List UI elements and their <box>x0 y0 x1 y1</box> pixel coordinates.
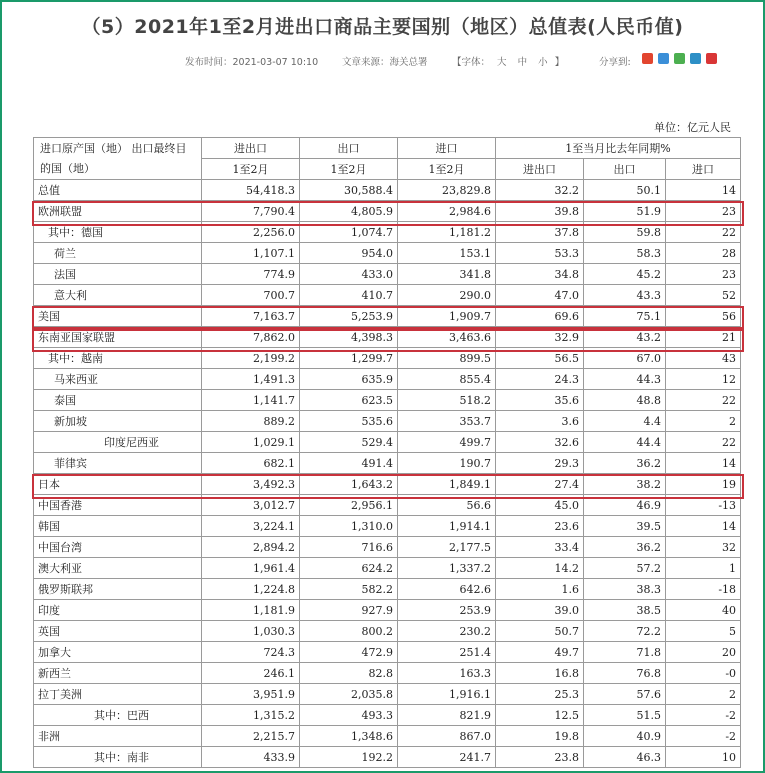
table-row <box>34 285 741 306</box>
row-name: 总值 <box>34 180 202 201</box>
cell-imports: 642.6 <box>398 579 496 600</box>
table-row <box>34 327 741 348</box>
cell-yoy-exports: 36.2 <box>584 537 666 558</box>
row-name: 非洲 <box>34 726 202 747</box>
cell-imports: 290.0 <box>398 285 496 306</box>
cell-imports-exports: 1,029.1 <box>202 432 300 453</box>
cell-yoy-exports: 38.2 <box>584 474 666 495</box>
row-name: 印度 <box>34 600 202 621</box>
row-name: 韩国 <box>34 516 202 537</box>
cell-exports: 635.9 <box>300 369 398 390</box>
cell-yoy-imports-exports: 69.6 <box>496 306 584 327</box>
cell-yoy-exports: 38.3 <box>584 579 666 600</box>
cell-yoy-exports: 38.5 <box>584 600 666 621</box>
cell-yoy-exports: 43.3 <box>584 285 666 306</box>
cell-imports: 1,916.1 <box>398 684 496 705</box>
cell-yoy-imports-exports: 35.6 <box>496 390 584 411</box>
cell-yoy-exports: 4.4 <box>584 411 666 432</box>
cell-imports-exports: 7,163.7 <box>202 306 300 327</box>
cell-imports-exports: 3,492.3 <box>202 474 300 495</box>
cell-imports-exports: 433.9 <box>202 747 300 768</box>
weibo-icon[interactable] <box>642 53 653 64</box>
row-name: 其中：南非 <box>34 747 202 768</box>
cell-yoy-imports-exports: 32.6 <box>496 432 584 453</box>
cell-yoy-imports: 19 <box>666 474 741 495</box>
trade-table <box>33 137 741 768</box>
table-row <box>34 390 741 411</box>
cell-exports: 1,074.7 <box>300 222 398 243</box>
qzone-icon[interactable] <box>658 53 669 64</box>
cell-yoy-exports: 44.3 <box>584 369 666 390</box>
header-period-im: 1至2月 <box>398 159 496 180</box>
cell-yoy-exports: 43.2 <box>584 327 666 348</box>
cell-yoy-imports-exports: 45.0 <box>496 495 584 516</box>
cell-yoy-exports: 51.5 <box>584 705 666 726</box>
cell-imports-exports: 700.7 <box>202 285 300 306</box>
table-row <box>34 348 741 369</box>
cell-yoy-exports: 44.4 <box>584 432 666 453</box>
header-yoy-im: 进口 <box>666 159 741 180</box>
cell-yoy-imports: 5 <box>666 621 741 642</box>
table-row <box>34 411 741 432</box>
table-row <box>34 495 741 516</box>
table-row <box>34 243 741 264</box>
cell-imports: 1,909.7 <box>398 306 496 327</box>
table-row <box>34 516 741 537</box>
cell-yoy-imports: 2 <box>666 684 741 705</box>
cell-yoy-imports-exports: 32.2 <box>496 180 584 201</box>
header-imports-exports: 进出口 <box>202 138 300 159</box>
cell-exports: 82.8 <box>300 663 398 684</box>
table-row <box>34 453 741 474</box>
cell-exports: 623.5 <box>300 390 398 411</box>
cell-yoy-imports-exports: 39.8 <box>496 201 584 222</box>
cell-yoy-imports: 12 <box>666 369 741 390</box>
cell-yoy-imports: -2 <box>666 726 741 747</box>
table-row <box>34 705 741 726</box>
cell-imports: 163.3 <box>398 663 496 684</box>
cell-yoy-imports: 10 <box>666 747 741 768</box>
cell-imports-exports: 2,256.0 <box>202 222 300 243</box>
table-row <box>34 579 741 600</box>
row-name: 意大利 <box>34 285 202 306</box>
cell-imports-exports: 774.9 <box>202 264 300 285</box>
cell-imports: 56.6 <box>398 495 496 516</box>
cell-yoy-imports: 2 <box>666 411 741 432</box>
header-period-ex: 1至2月 <box>300 159 398 180</box>
cell-imports-exports: 3,951.9 <box>202 684 300 705</box>
table-row <box>34 306 741 327</box>
cell-imports: 1,181.2 <box>398 222 496 243</box>
cell-yoy-exports: 50.1 <box>584 180 666 201</box>
cell-yoy-imports: 32 <box>666 537 741 558</box>
cell-imports-exports: 724.3 <box>202 642 300 663</box>
cell-yoy-imports: 23 <box>666 264 741 285</box>
cell-exports: 472.9 <box>300 642 398 663</box>
cell-yoy-imports-exports: 25.3 <box>496 684 584 705</box>
cell-imports: 2,984.6 <box>398 201 496 222</box>
cell-imports: 253.9 <box>398 600 496 621</box>
cell-yoy-exports: 58.3 <box>584 243 666 264</box>
cell-exports: 410.7 <box>300 285 398 306</box>
font-size-label: 【字体： <box>452 57 491 68</box>
cell-yoy-imports-exports: 27.4 <box>496 474 584 495</box>
row-name: 马来西亚 <box>34 369 202 390</box>
cell-imports-exports: 1,141.7 <box>202 390 300 411</box>
unit-label: 单位：亿元人民 <box>654 121 731 134</box>
wechat-icon[interactable] <box>674 53 685 64</box>
cell-yoy-imports: 22 <box>666 390 741 411</box>
row-name: 英国 <box>34 621 202 642</box>
cell-yoy-imports-exports: 33.4 <box>496 537 584 558</box>
table-row <box>34 600 741 621</box>
cell-yoy-exports: 48.8 <box>584 390 666 411</box>
cell-exports: 4,805.9 <box>300 201 398 222</box>
cell-yoy-imports-exports: 39.0 <box>496 600 584 621</box>
row-name: 新西兰 <box>34 663 202 684</box>
row-name: 其中：越南 <box>34 348 202 369</box>
cell-imports: 899.5 <box>398 348 496 369</box>
cell-yoy-imports: 52 <box>666 285 741 306</box>
pdf-icon[interactable] <box>706 53 717 64</box>
cell-imports: 353.7 <box>398 411 496 432</box>
article-source: 文章来源：海关总署 <box>342 57 428 68</box>
cell-yoy-imports-exports: 37.8 <box>496 222 584 243</box>
cell-yoy-imports-exports: 34.8 <box>496 264 584 285</box>
cell-yoy-exports: 40.9 <box>584 726 666 747</box>
font-small-link[interactable]: 小 <box>538 57 548 68</box>
cell-yoy-imports: 43 <box>666 348 741 369</box>
cell-exports: 5,253.9 <box>300 306 398 327</box>
cell-imports-exports: 682.1 <box>202 453 300 474</box>
cell-yoy-imports: 22 <box>666 222 741 243</box>
cell-yoy-imports-exports: 49.7 <box>496 642 584 663</box>
cell-yoy-exports: 46.9 <box>584 495 666 516</box>
table-row <box>34 663 741 684</box>
share-label: 分享到: <box>599 57 631 68</box>
font-medium-link[interactable]: 中 <box>517 57 528 68</box>
table-row <box>34 474 741 495</box>
cell-yoy-exports: 76.8 <box>584 663 666 684</box>
cell-yoy-imports: 22 <box>666 432 741 453</box>
cell-imports-exports: 2,199.2 <box>202 348 300 369</box>
cell-imports: 518.2 <box>398 390 496 411</box>
cell-imports-exports: 1,107.1 <box>202 243 300 264</box>
cell-imports: 499.7 <box>398 432 496 453</box>
cell-imports: 251.4 <box>398 642 496 663</box>
cell-imports: 867.0 <box>398 726 496 747</box>
cell-yoy-imports-exports: 14.2 <box>496 558 584 579</box>
cell-exports: 2,035.8 <box>300 684 398 705</box>
cell-exports: 624.2 <box>300 558 398 579</box>
publish-time: 发布时间：2021-03-07 10:10 <box>185 57 319 68</box>
cell-yoy-imports: 14 <box>666 180 741 201</box>
font-large-link[interactable]: 大 <box>497 57 507 68</box>
cell-imports: 821.9 <box>398 705 496 726</box>
cell-exports: 529.4 <box>300 432 398 453</box>
header-yoy-ex: 出口 <box>584 159 666 180</box>
cell-yoy-exports: 57.6 <box>584 684 666 705</box>
cell-imports-exports: 3,012.7 <box>202 495 300 516</box>
cell-yoy-exports: 67.0 <box>584 348 666 369</box>
cell-imports-exports: 2,215.7 <box>202 726 300 747</box>
cell-yoy-imports-exports: 16.8 <box>496 663 584 684</box>
cell-imports: 230.2 <box>398 621 496 642</box>
table-row <box>34 558 741 579</box>
cell-exports: 535.6 <box>300 411 398 432</box>
font-size-close: 】 <box>554 57 565 68</box>
row-name: 澳大利亚 <box>34 558 202 579</box>
cell-yoy-imports: 21 <box>666 327 741 348</box>
cell-yoy-imports-exports: 12.5 <box>496 705 584 726</box>
row-name: 欧洲联盟 <box>34 201 202 222</box>
cell-imports-exports: 1,961.4 <box>202 558 300 579</box>
cell-yoy-imports: 23 <box>666 201 741 222</box>
table-row <box>34 537 741 558</box>
table-row <box>34 432 741 453</box>
table-row <box>34 726 741 747</box>
cell-yoy-imports: 56 <box>666 306 741 327</box>
cell-exports: 1,310.0 <box>300 516 398 537</box>
cell-imports: 23,829.8 <box>398 180 496 201</box>
table-row <box>34 264 741 285</box>
table-row <box>34 201 741 222</box>
cell-imports-exports: 889.2 <box>202 411 300 432</box>
table-row <box>34 222 741 243</box>
cell-yoy-imports: -2 <box>666 705 741 726</box>
cell-yoy-exports: 46.3 <box>584 747 666 768</box>
row-name: 其中：德国 <box>34 222 202 243</box>
table-row <box>34 621 741 642</box>
row-name: 其中：巴西 <box>34 705 202 726</box>
cell-exports: 493.3 <box>300 705 398 726</box>
cell-exports: 192.2 <box>300 747 398 768</box>
row-name: 中国台湾 <box>34 537 202 558</box>
cell-imports-exports: 1,030.3 <box>202 621 300 642</box>
cell-yoy-exports: 72.2 <box>584 621 666 642</box>
cell-exports: 800.2 <box>300 621 398 642</box>
cell-exports: 1,299.7 <box>300 348 398 369</box>
cell-exports: 954.0 <box>300 243 398 264</box>
cell-exports: 582.2 <box>300 579 398 600</box>
cell-yoy-imports-exports: 1.6 <box>496 579 584 600</box>
cell-imports: 341.8 <box>398 264 496 285</box>
cell-yoy-imports-exports: 23.6 <box>496 516 584 537</box>
cell-yoy-exports: 75.1 <box>584 306 666 327</box>
cell-yoy-exports: 36.2 <box>584 453 666 474</box>
cell-yoy-imports: 20 <box>666 642 741 663</box>
renren-icon[interactable] <box>690 53 701 64</box>
cell-imports-exports: 3,224.1 <box>202 516 300 537</box>
row-name: 菲律宾 <box>34 453 202 474</box>
header-yoy-group: 1至当月比去年同期% <box>496 138 741 159</box>
cell-imports: 1,337.2 <box>398 558 496 579</box>
header-yoy-ie: 进出口 <box>496 159 584 180</box>
row-name: 俄罗斯联邦 <box>34 579 202 600</box>
header-imports: 进口 <box>398 138 496 159</box>
cell-yoy-exports: 51.9 <box>584 201 666 222</box>
row-name: 拉丁美洲 <box>34 684 202 705</box>
cell-imports: 3,463.6 <box>398 327 496 348</box>
cell-exports: 716.6 <box>300 537 398 558</box>
cell-yoy-exports: 45.2 <box>584 264 666 285</box>
font-size-control <box>452 54 564 68</box>
cell-imports: 855.4 <box>398 369 496 390</box>
cell-exports: 927.9 <box>300 600 398 621</box>
cell-imports-exports: 2,894.2 <box>202 537 300 558</box>
cell-imports-exports: 7,790.4 <box>202 201 300 222</box>
cell-imports-exports: 246.1 <box>202 663 300 684</box>
cell-imports: 241.7 <box>398 747 496 768</box>
cell-imports: 1,914.1 <box>398 516 496 537</box>
cell-yoy-imports-exports: 3.6 <box>496 411 584 432</box>
cell-yoy-imports-exports: 56.5 <box>496 348 584 369</box>
header-period-ie: 1至2月 <box>202 159 300 180</box>
cell-exports: 1,348.6 <box>300 726 398 747</box>
row-name: 东南亚国家联盟 <box>34 327 202 348</box>
table-row <box>34 642 741 663</box>
cell-exports: 30,588.4 <box>300 180 398 201</box>
cell-exports: 4,398.3 <box>300 327 398 348</box>
row-name: 印度尼西亚 <box>34 432 202 453</box>
cell-yoy-imports-exports: 53.3 <box>496 243 584 264</box>
cell-yoy-exports: 57.2 <box>584 558 666 579</box>
row-name: 新加坡 <box>34 411 202 432</box>
cell-imports: 190.7 <box>398 453 496 474</box>
row-name: 泰国 <box>34 390 202 411</box>
cell-yoy-exports: 59.8 <box>584 222 666 243</box>
cell-yoy-imports: 14 <box>666 516 741 537</box>
cell-yoy-imports-exports: 47.0 <box>496 285 584 306</box>
cell-yoy-imports: -18 <box>666 579 741 600</box>
row-name: 法国 <box>34 264 202 285</box>
cell-yoy-imports-exports: 32.9 <box>496 327 584 348</box>
cell-yoy-exports: 71.8 <box>584 642 666 663</box>
cell-imports-exports: 1,491.3 <box>202 369 300 390</box>
cell-imports-exports: 54,418.3 <box>202 180 300 201</box>
row-name: 加拿大 <box>34 642 202 663</box>
row-name: 中国香港 <box>34 495 202 516</box>
table-row <box>34 747 741 768</box>
table-row <box>34 369 741 390</box>
header-exports: 出口 <box>300 138 398 159</box>
cell-yoy-imports: 1 <box>666 558 741 579</box>
cell-yoy-imports: 28 <box>666 243 741 264</box>
cell-exports: 433.0 <box>300 264 398 285</box>
cell-yoy-imports-exports: 29.3 <box>496 453 584 474</box>
row-name: 荷兰 <box>34 243 202 264</box>
cell-exports: 491.4 <box>300 453 398 474</box>
cell-exports: 1,643.2 <box>300 474 398 495</box>
cell-imports-exports: 7,862.0 <box>202 327 300 348</box>
cell-imports-exports: 1,315.2 <box>202 705 300 726</box>
cell-yoy-imports: -13 <box>666 495 741 516</box>
cell-yoy-imports-exports: 19.8 <box>496 726 584 747</box>
cell-yoy-imports-exports: 50.7 <box>496 621 584 642</box>
cell-yoy-imports: 40 <box>666 600 741 621</box>
cell-exports: 2,956.1 <box>300 495 398 516</box>
cell-yoy-imports-exports: 23.8 <box>496 747 584 768</box>
cell-yoy-imports: -0 <box>666 663 741 684</box>
cell-imports: 153.1 <box>398 243 496 264</box>
cell-yoy-imports: 14 <box>666 453 741 474</box>
cell-yoy-exports: 39.5 <box>584 516 666 537</box>
cell-imports: 2,177.5 <box>398 537 496 558</box>
table-row <box>34 180 741 201</box>
cell-imports-exports: 1,181.9 <box>202 600 300 621</box>
page-title: （5）2021年1至2月进出口商品主要国别（地区）总值表(人民币值) <box>81 16 684 38</box>
row-name: 日本 <box>34 474 202 495</box>
table-row <box>34 684 741 705</box>
row-name: 美国 <box>34 306 202 327</box>
cell-imports-exports: 1,224.8 <box>202 579 300 600</box>
cell-imports: 1,849.1 <box>398 474 496 495</box>
cell-yoy-imports-exports: 24.3 <box>496 369 584 390</box>
share-icons <box>642 53 717 64</box>
header-origin: 进口原产国（地） 出口最终目的国（地） <box>34 138 202 180</box>
